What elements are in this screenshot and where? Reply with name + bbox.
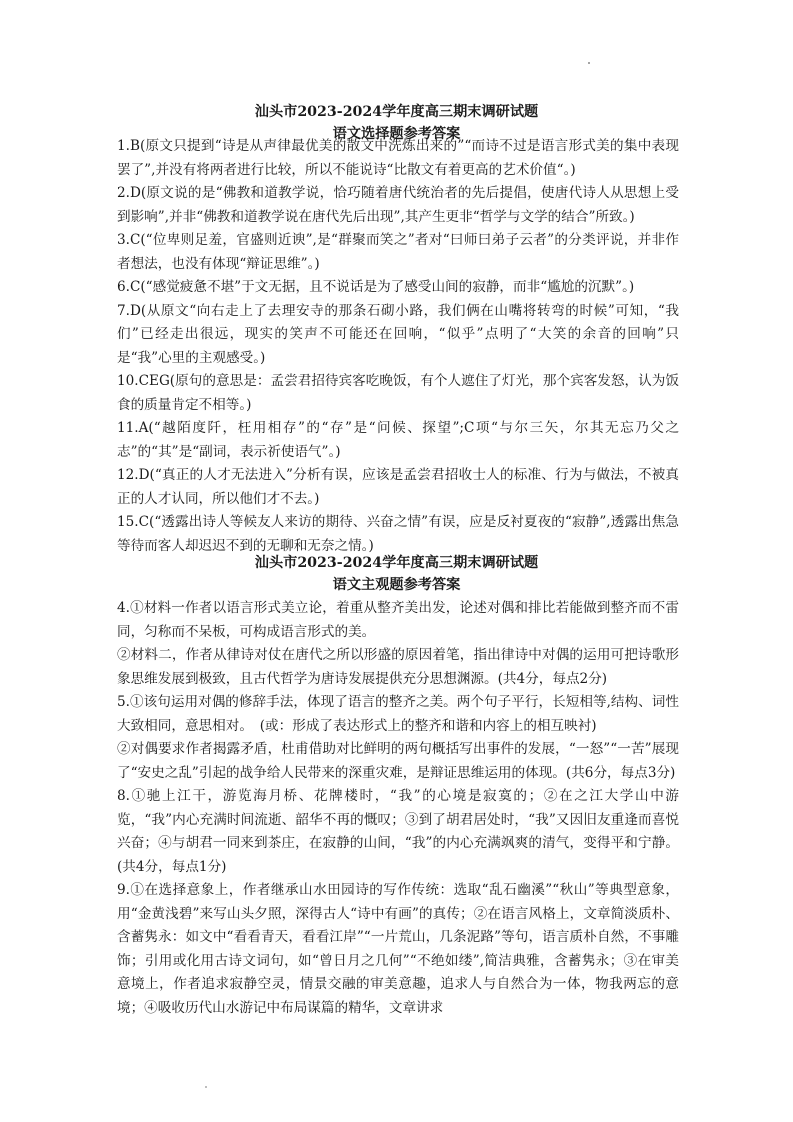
answer-paragraph: 11.A(“越陌度阡，枉用相存”的“存”是“问候、探望”;C项“与尔三矢，尔其无忘乃父之志”的“其”是“副词，表示祈使语气”。) bbox=[117, 420, 679, 460]
doc2-subtitle: 语文主观题参考答案 bbox=[332, 577, 461, 593]
answer-paragraph: 8.①驰上江干，游览海月桥、花牌楼时，“我”的心境是寂寞的；②在之江大学山中游览，“我”内心充满时间流逝、韶华不再的慨叹；③到了胡君居处时，“我”又因旧友重逢而喜悦兴奋；④与胡君一同来到茶庄，在寂静的山间，“我”的内心充满飒爽的清气，变得平和宁静。(共4分，每点1分) bbox=[117, 788, 679, 875]
answer-paragraph: 15.C(“透露出诗人等候友人来访的期待、兴奋之情”有误，应是反衬夏夜的“寂静”,透露出焦急等待而客人却迟迟不到的无聊和无奈之情。) bbox=[117, 514, 679, 554]
answer-paragraph: 5.①该句运用对偶的修辞手法，体现了语言的整齐之美。两个句子平行，长短相等,结构、词性大致相同，意思相对。 (或：形成了表达形式上的整齐和谐和内容上的相互映衬) bbox=[117, 694, 679, 734]
doc2-title: 汕头市2023-2024学年度高三期末调研试题 bbox=[254, 555, 539, 571]
answer-paragraph: 3.C(“位卑则足羞，官盛则近谀”,是“群聚而笑之”者对“曰师曰弟子云者”的分类评说，并非作者想法，也没有体现“辩证思维”。) bbox=[117, 232, 679, 272]
subjective-answers-section bbox=[117, 597, 679, 1020]
answer-paragraph: ②对偶要求作者揭露矛盾，杜甫借助对比鲜明的两句概括写出事件的发展，“一怒”“一苦”展现了“安史之乱”引起的战争给人民带来的深重灾难，是辩证思维运用的体现。(共6分，每点3分) bbox=[117, 741, 679, 781]
answer-paragraph: 2.D(原文说的是“佛教和道教学说，恰巧随着唐代统治者的先后提倡，使唐代诗人从思想上受到影响”,并非“佛教和道教学说在唐代先后出现”,其产生更非“哲学与文学的结合”所致。) bbox=[117, 185, 679, 225]
answer-paragraph: 9.①在选择意象上，作者继承山水田园诗的写作传统：选取“乱石幽溪”“秋山”等典型意象，用“金黄浅碧”来写山头夕照，深得古人“诗中有画”的真传；②在语言风格上，文章简淡质朴、含蓄隽永：如文中“看看青天，看看江岸”“一片荒山，几条泥路”等句，语言质朴自然，不事雕饰；引用或化用古诗文词句，如“曾日月之几何”“不绝如缕”,简洁典雅，含蓄隽永；③在审美意境上，作者追求寂静空灵，情景交融的审美意趣，追求人与自然合为一体，物我两忘的意境；④吸收历代山水游记中布局谋篇的精华，文章讲求 bbox=[117, 882, 679, 1016]
answer-paragraph: 1.B(原文只提到“诗是从声律最优美的散文中洗炼出来的”“而诗不过是语言形式美的集中表现罢了”,并没有将两者进行比较，所以不能说诗“比散文有着更高的艺术价值“。) bbox=[117, 138, 679, 178]
doc1-title: 汕头市2023-2024学年度高三期末调研试题 bbox=[254, 104, 539, 120]
scan-mark bbox=[205, 1086, 207, 1088]
answer-paragraph: ②材料二，作者从律诗对仗在唐代之所以形盛的原因着笔，指出律诗中对偶的运用可把诗歌形象思维发展到极致，且古代哲学为唐诗发展提供充分思想渊源。(共4分，每点2分) bbox=[117, 647, 679, 687]
answer-paragraph: 4.①材料一作者以语言形式美立论，着重从整齐美出发，论述对偶和排比若能做到整齐而不雷同，匀称而不呆板，可构成语言形式的美。 bbox=[117, 600, 679, 640]
answer-paragraph: 7.D(从原文“向右走上了去理安寺的那条石砌小路，我们俩在山嘴将转弯的时候”可知，“我们”已经走出很远，现实的笑声不可能还在回响，“似乎”点明了“大笑的余音的回响”只是“我”心里的主观感受。) bbox=[117, 302, 679, 366]
answer-paragraph: 12.D(“真正的人才无法进入”分析有误，应该是孟尝君招收士人的标准、行为与做法，不被真正的人才认同，所以他们才不去。) bbox=[117, 467, 679, 507]
answer-paragraph: 6.C(“感觉疲惫不堪”于文无据，且不说话是为了感受山间的寂静，而非“尴尬的沉默”。) bbox=[117, 279, 635, 295]
doc1-subtitle: 语文选择题参考答案 bbox=[332, 126, 461, 142]
choice-answers-section bbox=[117, 135, 679, 558]
scan-mark bbox=[588, 62, 590, 64]
answer-paragraph: 10.CEG(原句的意思是：孟尝君招待宾客吃晚饭，有个人遮住了灯光，那个宾客发怒，认为饭食的质量肯定不相等。) bbox=[117, 373, 679, 413]
